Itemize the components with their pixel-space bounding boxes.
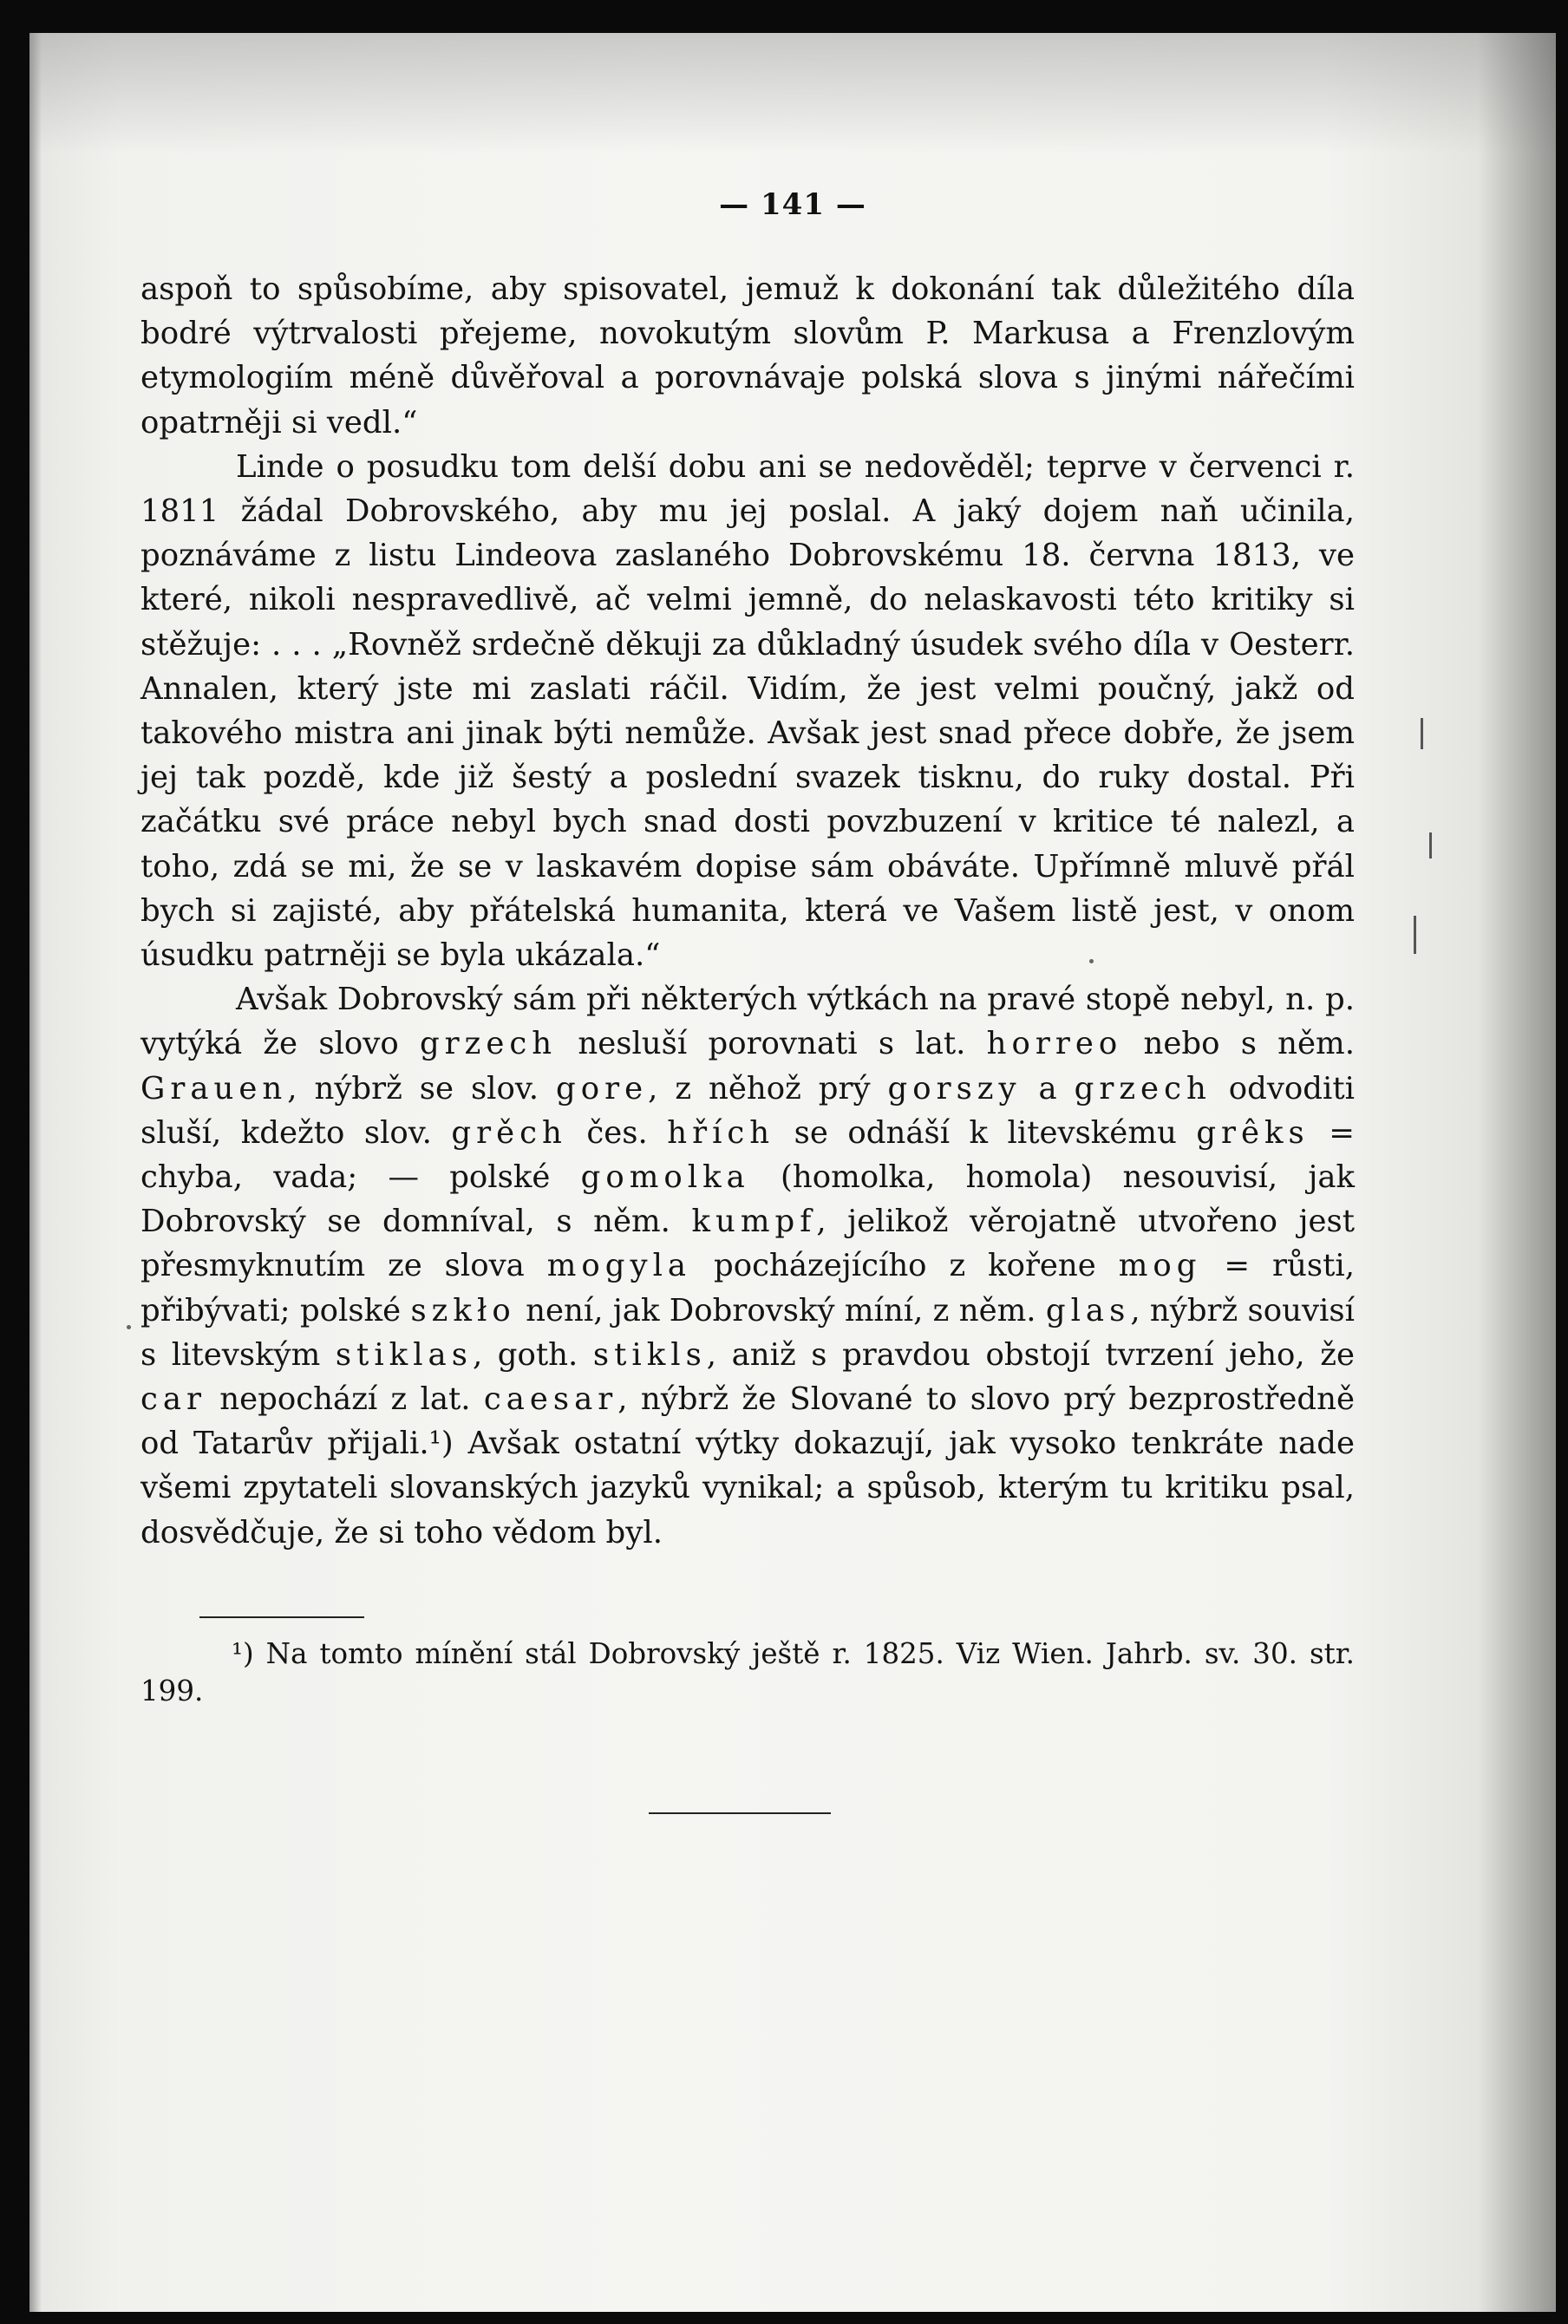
text-run: , jelikož věrojatně utvořeno jest přesmyknutím ze slova: [140, 1204, 1355, 1284]
spaced-word: stikls: [592, 1336, 707, 1373]
margin-mark: [1429, 832, 1432, 858]
spaced-word: hřích: [667, 1114, 775, 1151]
text-run: aspoň to spůsobíme, aby spisovatel, jemuž k dokonání tak důležitého díla bodré výtrvalosti přejeme, novokutým slovům P. Markusa a Frenzlovým etymologiím méně důvěřoval a porovnávaje polská slova s jinými nářečími opatrněji si vedl.“: [140, 271, 1355, 441]
spaced-word: grěch: [451, 1114, 567, 1151]
text-run: , aniž s pravdou obstojí tvrzení jeho, že: [706, 1336, 1355, 1373]
spaced-word: gomolka: [580, 1159, 750, 1196]
text-run: , goth.: [472, 1336, 593, 1373]
page-left-shadow: [29, 33, 42, 2312]
spaced-word: szkło: [410, 1292, 516, 1328]
text-run: , z něhož prý: [648, 1070, 888, 1107]
text-run: není, jak Dobrovský míní, z něm.: [515, 1292, 1046, 1328]
footnote: [140, 1635, 1355, 1710]
text-run: = chyba, vada; — polské: [140, 1114, 1355, 1196]
spaced-word: mogyla: [546, 1248, 692, 1284]
spaced-word: horreo: [986, 1026, 1123, 1062]
text-run: Avšak Dobrovský sám při některých výtkách na pravé stopě nebyl, n. p. vytýká že slovo: [140, 982, 1355, 1062]
spaced-word: grêks: [1196, 1114, 1310, 1151]
spaced-word: gorszy: [887, 1070, 1022, 1107]
text-run: čes.: [566, 1114, 668, 1151]
text-run: , nýbrž souvisí s litevským: [140, 1292, 1355, 1373]
spaced-word: grzech: [419, 1026, 558, 1062]
text-run: , nýbrž se slov.: [287, 1070, 556, 1107]
spaced-word: car: [140, 1381, 207, 1418]
spaced-word: caesar: [483, 1381, 618, 1418]
speck: [1089, 959, 1094, 963]
speck: [127, 1325, 131, 1329]
spaced-word: mog: [1118, 1248, 1202, 1284]
body-text: [140, 267, 1355, 1555]
paragraph: [140, 267, 1355, 445]
spaced-word: gore: [556, 1070, 649, 1107]
text-run: nesluší porovnati s lat.: [557, 1026, 987, 1062]
text-run: nebo s něm.: [1122, 1026, 1355, 1062]
margin-mark: [1421, 718, 1423, 749]
book-page: [29, 33, 1556, 2312]
paragraph: [140, 977, 1355, 1555]
page-number: — 141 —: [719, 187, 866, 222]
page-right-shadow: [1478, 33, 1556, 2312]
margin-mark: [1414, 916, 1416, 954]
footnote-separator: [199, 1616, 364, 1618]
paragraph: [140, 445, 1355, 977]
text-run: odvoditi sluší, kdežto slov.: [140, 1070, 1356, 1151]
spaced-word: Grauen: [140, 1070, 288, 1107]
text-run: , nýbrž že Slované to slovo prý bezprostředně od Tatarův přijali.¹) Avšak ostatní výtky dokazují, jak vysoko tenkráte nade všemi zpytateli slovanských jazyků vynikal; a spůsob, kterým tu kritiku psal, dosvědčuje, že si toho vědom byl.: [140, 1381, 1355, 1550]
text-run: (homolka, homola) nesouvisí, jak Dobrovský se domníval, s něm.: [140, 1159, 1355, 1240]
spaced-word: kumpf: [691, 1204, 817, 1240]
text-run: pocházejícího z kořene: [691, 1248, 1119, 1284]
spaced-word: grzech: [1074, 1070, 1212, 1107]
text-run: Linde o posudku tom delší dobu ani se nedověděl; teprve v červenci r. 1811 žádal Dobrovského, aby mu jej poslal. A jaký dojem naň učinila, poznáváme z listu Lindeova zaslaného Dobrovskému 18. června 1813, ve které, nikoli nespravedlivě, ač velmi jemně, do nelaskavosti této kritiky si stěžuje: . . . „Rovněž srdečně děkuji za důkladný úsudek svého díla v Oesterr. Annalen, který jste mi zaslati ráčil. Vidím, že jest velmi poučný, jakž od takového mistra ani jinak býti nemůže. Avšak jest snad přece dobře, že jsem jej tak pozdě, kde již šestý a poslední svazek tisknu, do ruky dostal. Při začátku své práce nebyl bych snad dosti povzbuzení v kritice té nalezl, a toho, zdá se mi, že se v laskavém dopise sám obáváte. Upřímně mluvě přál bych si zajisté, aby přátelská humanita, která ve Vašem listě jest, v onom úsudku patrněji se byla ukázala.“: [140, 448, 1355, 974]
text-run: nepochází z lat.: [206, 1381, 484, 1418]
footnote-text: ¹) Na tomto mínění stál Dobrovský ještě r. 1825. Viz Wien. Jahrb. sv. 30. str. 199.: [140, 1637, 1355, 1707]
text-run: se odnáší k litevskému: [774, 1114, 1197, 1151]
spaced-word: stiklas: [335, 1336, 473, 1373]
spaced-word: glas: [1045, 1292, 1131, 1328]
text-run: a: [1021, 1070, 1075, 1107]
end-rule: [649, 1812, 831, 1814]
text-run: = růsti, přibývati; polské: [140, 1248, 1355, 1328]
